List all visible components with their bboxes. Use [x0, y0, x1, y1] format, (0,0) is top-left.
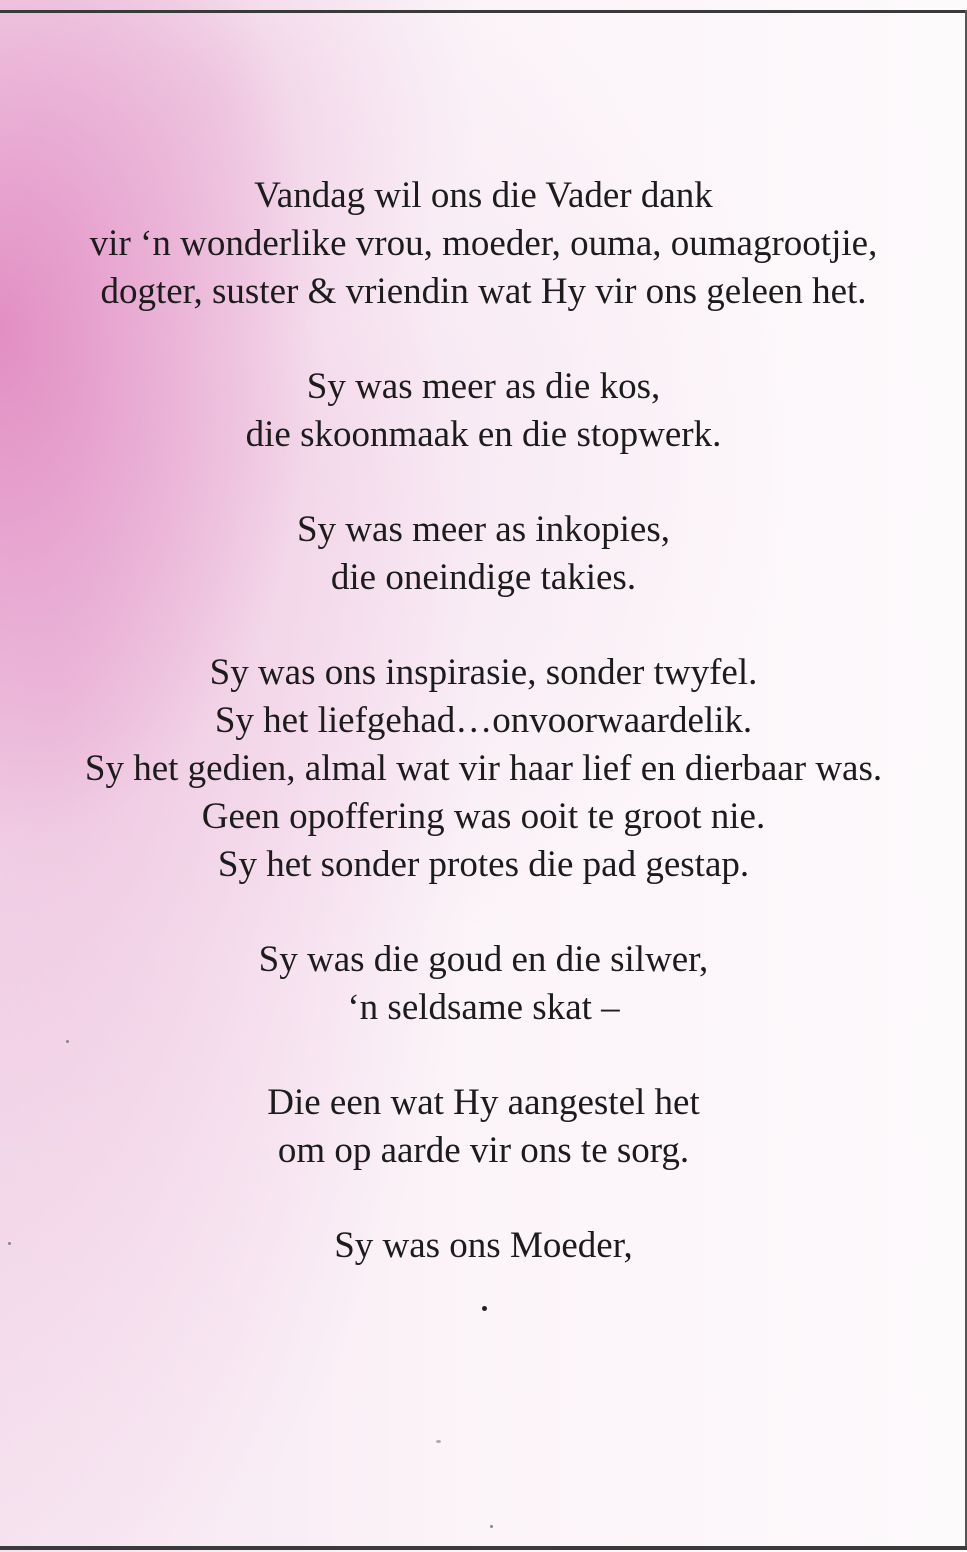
- poem-line: Sy het liefgehad…onvoorwaardelik.: [214, 700, 753, 741]
- scan-speck: [66, 1040, 69, 1043]
- top-border-line: [0, 10, 967, 13]
- ornament-dot: [482, 1306, 487, 1311]
- poem-line: dogter, suster & vriendin wat Hy vir ons geleen het.: [100, 271, 867, 312]
- stanza-6: [0, 1079, 967, 1175]
- scan-speck: [490, 1525, 493, 1528]
- stanza-3: [0, 506, 967, 602]
- poem-line: Sy was die goud en die silwer,: [258, 939, 709, 980]
- stanza-4: [0, 649, 967, 889]
- poem-line: Die een wat Hy aangestel het: [267, 1082, 700, 1123]
- poem-line: die skoonmaak en die stopwerk.: [245, 414, 722, 455]
- poem-line: Sy was meer as inkopies,: [296, 509, 671, 550]
- poem-line: Sy was ons inspirasie, sonder twyfel.: [209, 652, 758, 693]
- poem-line: Sy het sonder protes die pad gestap.: [217, 844, 750, 885]
- poem-line: Geen opoffering was ooit te groot nie.: [201, 796, 766, 837]
- bottom-border-line: [0, 1546, 967, 1550]
- stanza-1: [0, 172, 967, 316]
- poem-line: Vandag wil ons die Vader dank: [254, 175, 713, 216]
- stanza-2: [0, 363, 967, 459]
- poem-line: vir ‘n wonderlike vrou, moeder, ouma, oumagrootjie,: [89, 223, 878, 264]
- poem-line: die oneindige takies.: [330, 557, 637, 598]
- poem: [0, 172, 967, 1317]
- poem-line: ‘n seldsame skat –: [347, 987, 620, 1028]
- stanza-5: [0, 936, 967, 1032]
- poem-line: Sy was meer as die kos,: [306, 366, 661, 407]
- poem-line: Sy was ons Moeder,: [334, 1225, 633, 1266]
- scan-speck: [436, 1440, 441, 1443]
- poem-line: Sy het gedien, almal wat vir haar lief en dierbaar was.: [84, 748, 883, 789]
- stanza-7: [0, 1222, 967, 1270]
- scan-speck: [8, 1242, 11, 1245]
- poem-line: om op aarde vir ons te sorg.: [277, 1130, 690, 1171]
